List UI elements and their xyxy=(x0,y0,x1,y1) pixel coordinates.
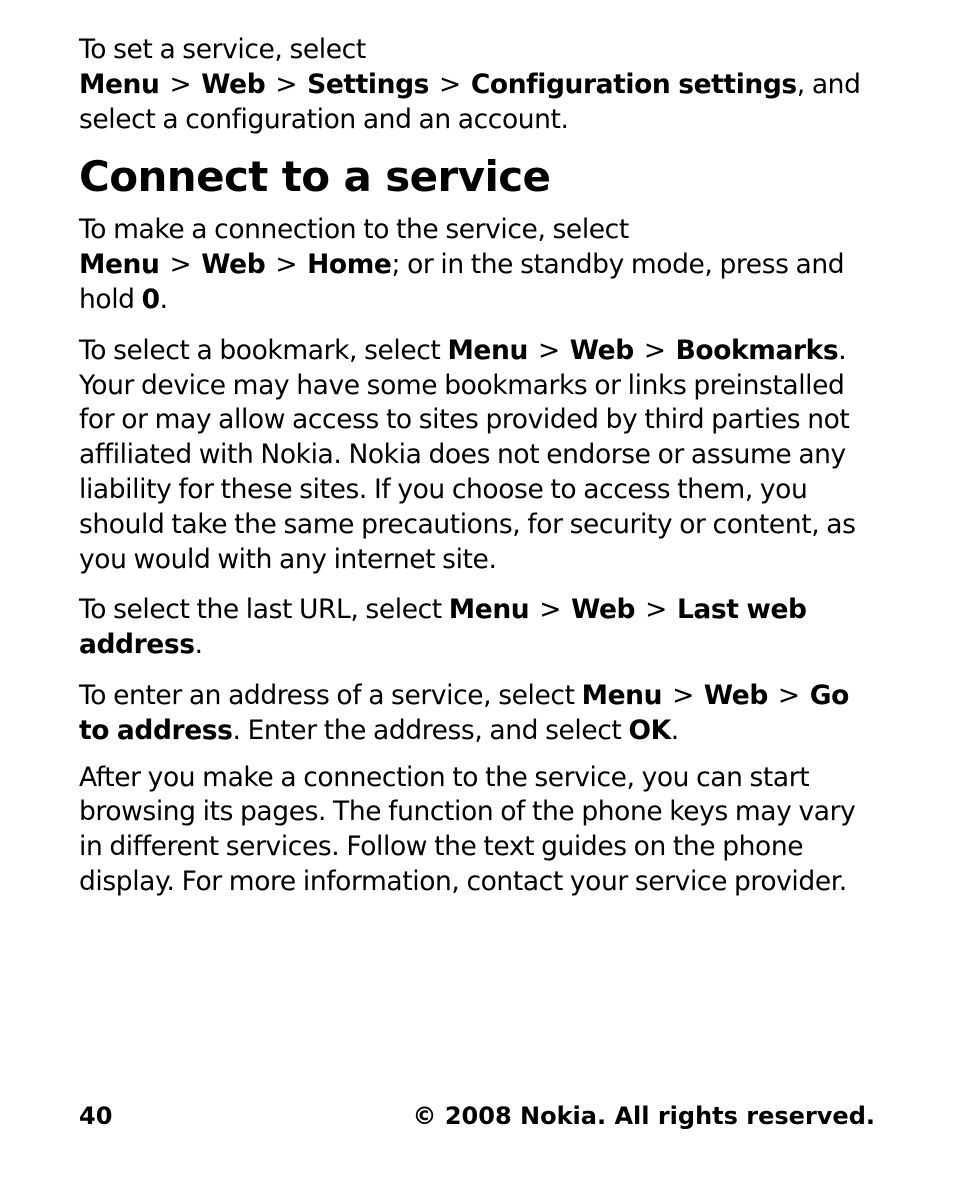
menu-path-settings: Settings xyxy=(307,68,430,100)
menu-path-go-to-address: Go to address xyxy=(79,679,849,746)
path-separator: > xyxy=(643,334,666,366)
menu-path-menu: Menu xyxy=(448,594,530,626)
path-separator: > xyxy=(275,68,298,100)
path-separator: > xyxy=(275,249,298,281)
paragraph-after-connect: After you make a connection to the service, you can start browsing its pages. The function of the phone keys may vary in different services. Follow the text guides on the phone display. For more information, contact your service provider. xyxy=(79,761,856,897)
path-separator: > xyxy=(169,68,192,100)
text: To make a connection to the service, select xyxy=(79,214,629,246)
path-separator: > xyxy=(672,679,694,711)
path-separator: > xyxy=(537,334,560,366)
text: . xyxy=(194,629,203,661)
text: . xyxy=(159,283,168,315)
menu-path-menu: Menu xyxy=(79,68,160,100)
menu-path-web: Web xyxy=(571,594,636,626)
text: To select a bookmark, select xyxy=(79,334,448,366)
paragraph-connect xyxy=(79,213,879,317)
paragraph-last-url xyxy=(79,593,879,663)
section-heading: Connect to a service xyxy=(79,152,551,202)
text: . Enter the address, and select xyxy=(232,714,629,746)
menu-path-home: Home xyxy=(307,249,392,281)
menu-path-web: Web xyxy=(201,249,266,281)
paragraph-enter-address xyxy=(79,679,879,749)
menu-path-menu: Menu xyxy=(447,334,528,366)
menu-path-last-web-address: Last web address xyxy=(79,594,807,661)
page-content xyxy=(79,33,879,900)
menu-path-web: Web xyxy=(703,679,768,711)
key-zero: 0 xyxy=(141,283,160,315)
path-separator: > xyxy=(777,679,800,711)
menu-path-configuration-settings: Configuration settings xyxy=(470,68,797,100)
menu-path-web: Web xyxy=(569,334,634,366)
text: , and select a configuration and an account. xyxy=(79,68,861,135)
page-number: 40 xyxy=(79,1102,113,1130)
key-ok: OK xyxy=(628,714,671,746)
path-separator: > xyxy=(439,68,461,100)
text: . xyxy=(670,714,679,746)
paragraph-bookmark xyxy=(79,334,879,578)
text: ; or in the standby mode, press and hold xyxy=(79,249,845,315)
text: To set a service, select xyxy=(79,34,366,65)
copyright-notice: © 2008 Nokia. All rights reserved. xyxy=(412,1102,875,1130)
paragraph-set-service xyxy=(79,33,879,137)
text: To select the last URL, select xyxy=(79,594,449,626)
text: . Your device may have some bookmarks or links preinstalled for or may allow access to sites provided by third parties not affiliated with Nokia. Nokia does not endorse or assume any liability for these sites. If you choose to access them, you should take the same precautions, for security or content, as you would with any internet site. xyxy=(79,334,856,575)
path-separator: > xyxy=(645,594,667,626)
menu-path-web: Web xyxy=(201,68,266,100)
path-separator: > xyxy=(169,249,192,281)
text: To enter an address of a service, select xyxy=(79,679,582,711)
menu-path-menu: Menu xyxy=(581,679,663,711)
page-footer xyxy=(79,1100,875,1132)
menu-path-menu: Menu xyxy=(79,249,160,281)
menu-path-bookmarks: Bookmarks xyxy=(675,334,839,366)
path-separator: > xyxy=(539,594,562,626)
